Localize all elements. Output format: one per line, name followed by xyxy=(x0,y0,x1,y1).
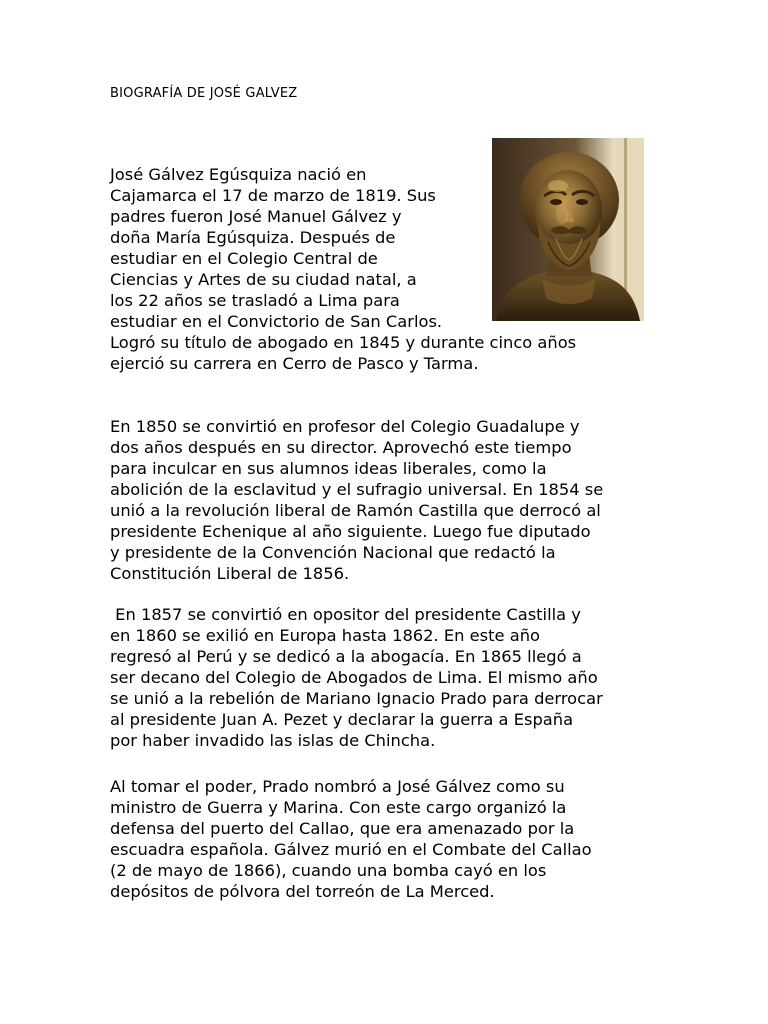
paragraph-line: se unió a la rebelión de Mariano Ignacio Prado para derrocar xyxy=(110,689,603,708)
paragraph-line: unió a la revolución liberal de Ramón Castilla que derrocó al xyxy=(110,501,601,520)
document-title: BIOGRAFÍA DE JOSÉ GALVEZ xyxy=(110,86,298,101)
paragraph-line: doña María Egúsquiza. Después de xyxy=(110,228,396,247)
paragraph-line: al presidente Juan A. Pezet y declarar la guerra a España xyxy=(110,710,574,729)
paragraph-line: Logró su título de abogado en 1845 y durante cinco años xyxy=(110,333,577,352)
paragraph-4 xyxy=(110,776,592,902)
paragraph-line: (2 de mayo de 1866), cuando una bomba cayó en los xyxy=(110,861,547,880)
paragraph-line: y presidente de la Convención Nacional que redactó la xyxy=(110,543,556,562)
paragraph-line: depósitos de pólvora del torreón de La Merced. xyxy=(110,882,495,901)
paragraph-line: ministro de Guerra y Marina. Con este cargo organizó la xyxy=(110,798,567,817)
paragraph-line: presidente Echenique al año siguiente. Luego fue diputado xyxy=(110,522,591,541)
paragraph-line: defensa del puerto del Callao, que era amenazado por la xyxy=(110,819,575,838)
paragraph-line: ser decano del Colegio de Abogados de Lima. El mismo año xyxy=(110,668,598,687)
paragraph-1 xyxy=(110,164,576,374)
paragraph-line: por haber invadido las islas de Chincha. xyxy=(110,731,436,750)
paragraph-line: Ciencias y Artes de su ciudad natal, a xyxy=(110,270,417,289)
paragraph-2 xyxy=(110,416,603,584)
paragraph-line: regresó al Perú y se dedicó a la abogacía. En 1865 llegó a xyxy=(110,647,582,666)
paragraph-line: en 1860 se exilió en Europa hasta 1862. En este año xyxy=(110,626,540,645)
paragraph-line: padres fueron José Manuel Gálvez y xyxy=(110,207,402,226)
paragraph-line: José Gálvez Egúsquiza nació en xyxy=(110,165,367,184)
paragraph-line: Al tomar el poder, Prado nombró a José Gálvez como su xyxy=(110,777,565,796)
paragraph-line: En 1850 se convirtió en profesor del Colegio Guadalupe y xyxy=(110,417,580,436)
paragraph-line: abolición de la esclavitud y el sufragio universal. En 1854 se xyxy=(110,480,604,499)
paragraph-line: Constitución Liberal de 1856. xyxy=(110,564,350,583)
paragraph-line: para inculcar en sus alumnos ideas liberales, como la xyxy=(110,459,547,478)
paragraph-line: estudiar en el Colegio Central de xyxy=(110,249,378,268)
paragraph-line: escuadra española. Gálvez murió en el Combate del Callao xyxy=(110,840,592,859)
paragraph-line: estudiar en el Convictorio de San Carlos. xyxy=(110,312,443,331)
paragraph-3 xyxy=(110,604,603,751)
paragraph-line: En 1857 se convirtió en opositor del presidente Castilla y xyxy=(110,605,581,624)
paragraph-line: ejerció su carrera en Cerro de Pasco y Tarma. xyxy=(110,354,479,373)
paragraph-line: los 22 años se trasladó a Lima para xyxy=(110,291,400,310)
paragraph-line: Cajamarca el 17 de marzo de 1819. Sus xyxy=(110,186,436,205)
paragraph-line: dos años después en su director. Aprovechó este tiempo xyxy=(110,438,572,457)
